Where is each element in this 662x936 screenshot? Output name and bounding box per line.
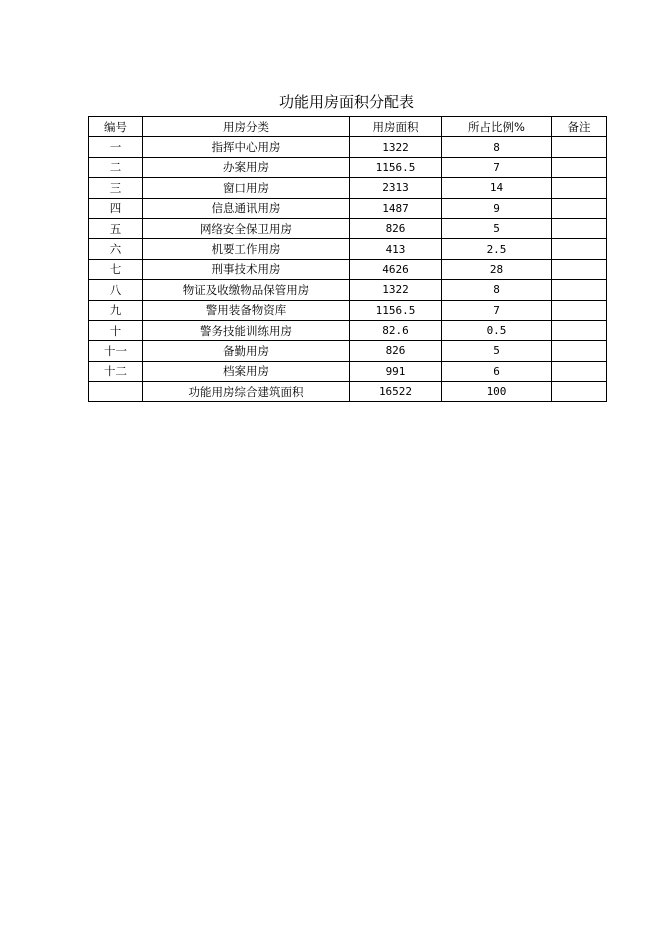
cell-ratio: 8 xyxy=(442,137,552,157)
cell-category: 指挥中心用房 xyxy=(143,137,350,157)
cell-area: 82.6 xyxy=(350,320,442,340)
area-allocation-table xyxy=(88,116,607,402)
cell-note xyxy=(552,280,607,300)
table-row xyxy=(89,137,607,157)
cell-ratio: 2.5 xyxy=(442,239,552,259)
cell-category: 警务技能训练用房 xyxy=(143,320,350,340)
table-row xyxy=(89,198,607,218)
cell-area: 1322 xyxy=(350,137,442,157)
cell-category: 网络安全保卫用房 xyxy=(143,218,350,238)
cell-number: 七 xyxy=(89,259,143,279)
cell-note xyxy=(552,259,607,279)
cell-ratio: 0.5 xyxy=(442,320,552,340)
cell-note xyxy=(552,157,607,177)
cell-note xyxy=(552,361,607,381)
cell-note xyxy=(552,137,607,157)
cell-number: 四 xyxy=(89,198,143,218)
header-number: 编号 xyxy=(89,117,143,137)
table-row xyxy=(89,300,607,320)
cell-note xyxy=(552,320,607,340)
table-row xyxy=(89,361,607,381)
cell-area: 991 xyxy=(350,361,442,381)
cell-note xyxy=(552,300,607,320)
cell-category: 功能用房综合建筑面积 xyxy=(143,382,350,402)
cell-number: 九 xyxy=(89,300,143,320)
header-ratio: 所占比例% xyxy=(442,117,552,137)
cell-number: 二 xyxy=(89,157,143,177)
cell-number: 一 xyxy=(89,137,143,157)
cell-area: 2313 xyxy=(350,178,442,198)
cell-number: 十一 xyxy=(89,341,143,361)
table-row xyxy=(89,157,607,177)
cell-ratio: 100 xyxy=(442,382,552,402)
cell-area: 413 xyxy=(350,239,442,259)
table-row xyxy=(89,259,607,279)
table-row xyxy=(89,320,607,340)
cell-ratio: 5 xyxy=(442,218,552,238)
table-header-row xyxy=(89,117,607,137)
table-total-row xyxy=(89,382,607,402)
cell-note xyxy=(552,341,607,361)
cell-number xyxy=(89,382,143,402)
cell-area: 1322 xyxy=(350,280,442,300)
table-row xyxy=(89,218,607,238)
cell-number: 六 xyxy=(89,239,143,259)
cell-note xyxy=(552,218,607,238)
cell-category: 窗口用房 xyxy=(143,178,350,198)
cell-note xyxy=(552,239,607,259)
cell-ratio: 14 xyxy=(442,178,552,198)
cell-area: 1156.5 xyxy=(350,157,442,177)
header-category: 用房分类 xyxy=(143,117,350,137)
cell-category: 机要工作用房 xyxy=(143,239,350,259)
cell-category: 警用装备物资库 xyxy=(143,300,350,320)
cell-number: 十 xyxy=(89,320,143,340)
cell-area: 826 xyxy=(350,341,442,361)
table-row xyxy=(89,280,607,300)
cell-number: 三 xyxy=(89,178,143,198)
cell-note xyxy=(552,382,607,402)
table-row xyxy=(89,341,607,361)
cell-category: 办案用房 xyxy=(143,157,350,177)
cell-note xyxy=(552,198,607,218)
cell-number: 五 xyxy=(89,218,143,238)
document-title: 功能用房面积分配表 xyxy=(278,93,414,111)
cell-area: 826 xyxy=(350,218,442,238)
cell-note xyxy=(552,178,607,198)
cell-ratio: 28 xyxy=(442,259,552,279)
cell-area: 1156.5 xyxy=(350,300,442,320)
table-row xyxy=(89,239,607,259)
table-row xyxy=(89,178,607,198)
cell-number: 八 xyxy=(89,280,143,300)
header-note: 备注 xyxy=(552,117,607,137)
cell-number: 十二 xyxy=(89,361,143,381)
cell-category: 档案用房 xyxy=(143,361,350,381)
cell-ratio: 7 xyxy=(442,157,552,177)
cell-category: 信息通讯用房 xyxy=(143,198,350,218)
cell-area: 1487 xyxy=(350,198,442,218)
cell-ratio: 7 xyxy=(442,300,552,320)
cell-ratio: 8 xyxy=(442,280,552,300)
cell-category: 刑事技术用房 xyxy=(143,259,350,279)
cell-ratio: 9 xyxy=(442,198,552,218)
cell-category: 备勤用房 xyxy=(143,341,350,361)
cell-area: 16522 xyxy=(350,382,442,402)
cell-ratio: 5 xyxy=(442,341,552,361)
cell-area: 4626 xyxy=(350,259,442,279)
header-area: 用房面积 xyxy=(350,117,442,137)
cell-category: 物证及收缴物品保管用房 xyxy=(143,280,350,300)
cell-ratio: 6 xyxy=(442,361,552,381)
